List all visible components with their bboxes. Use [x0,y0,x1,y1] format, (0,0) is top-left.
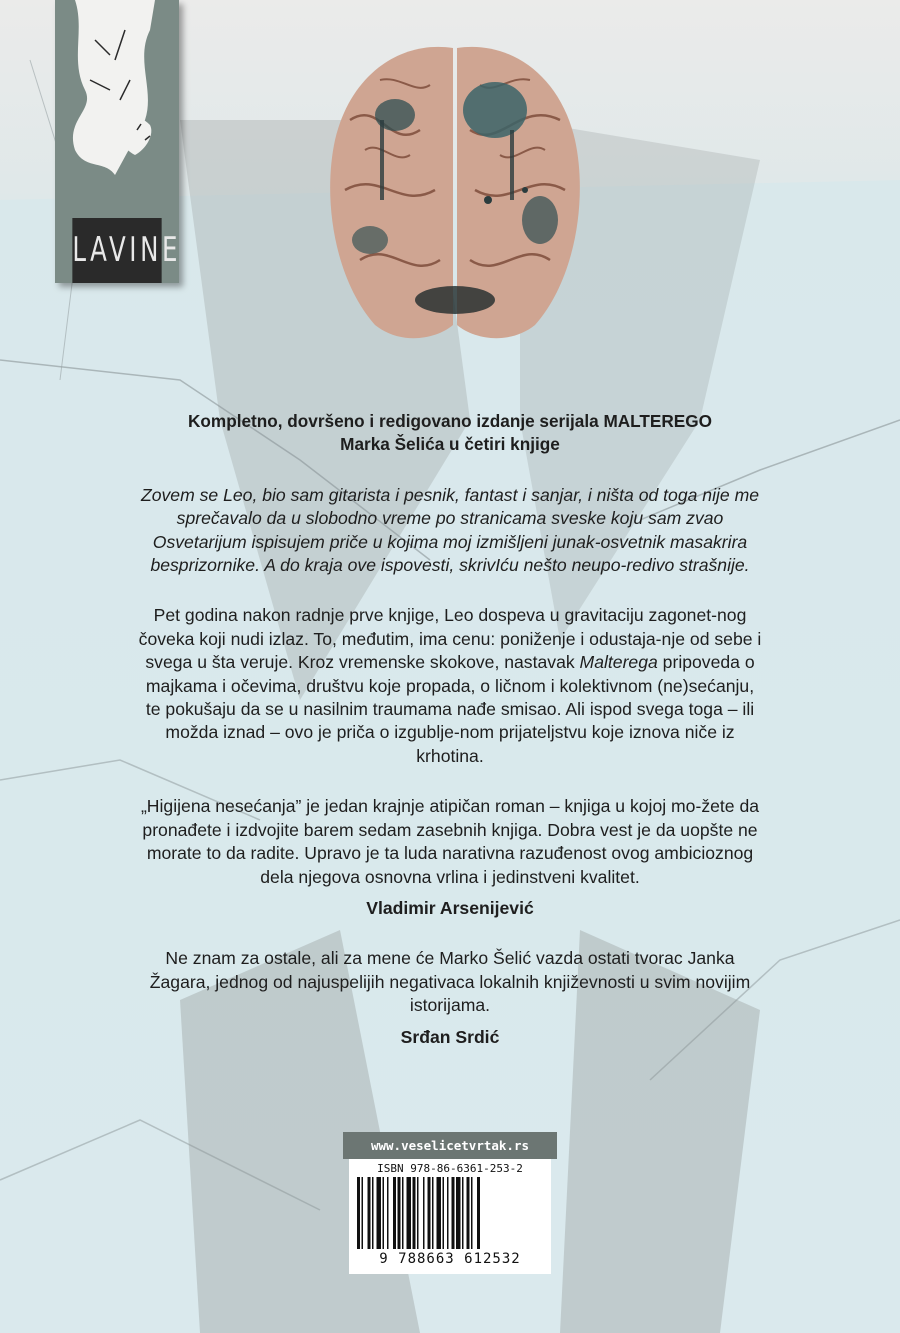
barcode-bar [357,1177,360,1249]
intro-paragraph: Zovem se Leo, bio sam gitarista i pesnik, fantast i sanjar, i ništa od toga nije me sprečavalo da u slobodno vreme po stranicama sveske koju sam zvao Osvetarijum ispisujem priče u kojima moj izmišljeni junak-osvetnik masakrira besprizornike. A do kraja ove ispovesti, skrivIću nešto neupo-redivo strašnije. [140,484,760,576]
brain-illustration [320,40,590,352]
edition-heading [138,410,762,457]
barcode-bar [372,1177,374,1249]
synopsis-text-2: pripoveda o majkama i očevima, društvu koje propada, o ličnom i kolektivnom (ne)sećanju, te pokušaju da se u nasilnim traumama nađe smisao. Ali ispod svega toga – ili možda iznad – ovo je priča o izgublje-nom prijateljstvu koje iznova niče iz krhotina. [145,652,755,766]
barcode-bar [423,1177,425,1249]
barcode-bar [447,1177,449,1249]
barcode-bars [357,1177,543,1257]
barcode-bar [362,1177,364,1249]
barcode-bar [398,1177,401,1249]
heading-line-2: Marka Šelića u četiri knjige [340,434,560,455]
isbn-panel [349,1159,551,1274]
barcode-bar [462,1177,464,1249]
barcode-bar [452,1177,455,1249]
series-label: LAVINE [72,218,161,283]
publisher-badge [55,0,182,283]
barcode-bar [407,1177,412,1249]
barcode-bar [437,1177,442,1249]
barcode-bar [443,1177,445,1249]
barcode-bar [402,1177,404,1249]
synopsis-italic-title: Malterega [579,652,658,673]
ean-digits: 9 788663 612532 [379,1251,521,1267]
publisher-website: www.veselicetvrtak.rs [343,1132,557,1159]
book-description [138,410,762,1049]
barcode-bar [471,1177,473,1249]
wolf-illustration [55,0,179,218]
synopsis-text-1: Pet godina nakon radnje prve knjige, Leo dospeva u gravitaciju zagonet-nog čoveka koji nudi izlaz. To, međutim, ima cenu: poniženje i odustaja-nje od sebe i svega u šta veruje. Kroz vremenske skokove, nastavak [138,605,762,673]
barcode-bar [377,1177,382,1249]
isbn-label: ISBN 978-86-6361-253-2 [377,1162,523,1175]
barcode-bar [467,1177,470,1249]
quote-2-text: Ne znam za ostale, ali za mene će Marko Šelić vazda ostati tvorac Janka Žagara, jednog od najuspelijih negativaca lokalnih književnosti u svim novijim istorijama. [149,948,751,1016]
barcode-bar [432,1177,434,1249]
synopsis-paragraph [138,604,762,768]
barcode-bar [393,1177,396,1249]
barcode-bar [413,1177,416,1249]
quote-1-author: Vladimir Arsenijević [366,897,534,918]
quote-1-text: „Higijena nesećanja” je jedan krajnje atipičan roman – knjiga u kojoj mo-žete da pronađete i izdvojite barem sedam zasebnih knjiga. Dobra vest je da uopšte ne morate to da radite. Upravo je ta luda narativna razuđenost ovog ambicioznog dela njegova osnovna vrlina i jedinstveni kvalitet. [140,796,760,887]
barcode-bar [477,1177,480,1249]
barcode-bar [383,1177,385,1249]
barcode-bar [428,1177,431,1249]
barcode-bar [387,1177,389,1249]
barcode-bar [368,1177,371,1249]
barcode-bar [456,1177,461,1249]
barcode-bar [417,1177,419,1249]
heading-line-1: Kompletno, dovršeno i redigovano izdanje serijala MALTEREGO [188,411,712,431]
barcode-block [343,1132,557,1274]
quote-2-author: Srđan Srdić [400,1026,500,1047]
